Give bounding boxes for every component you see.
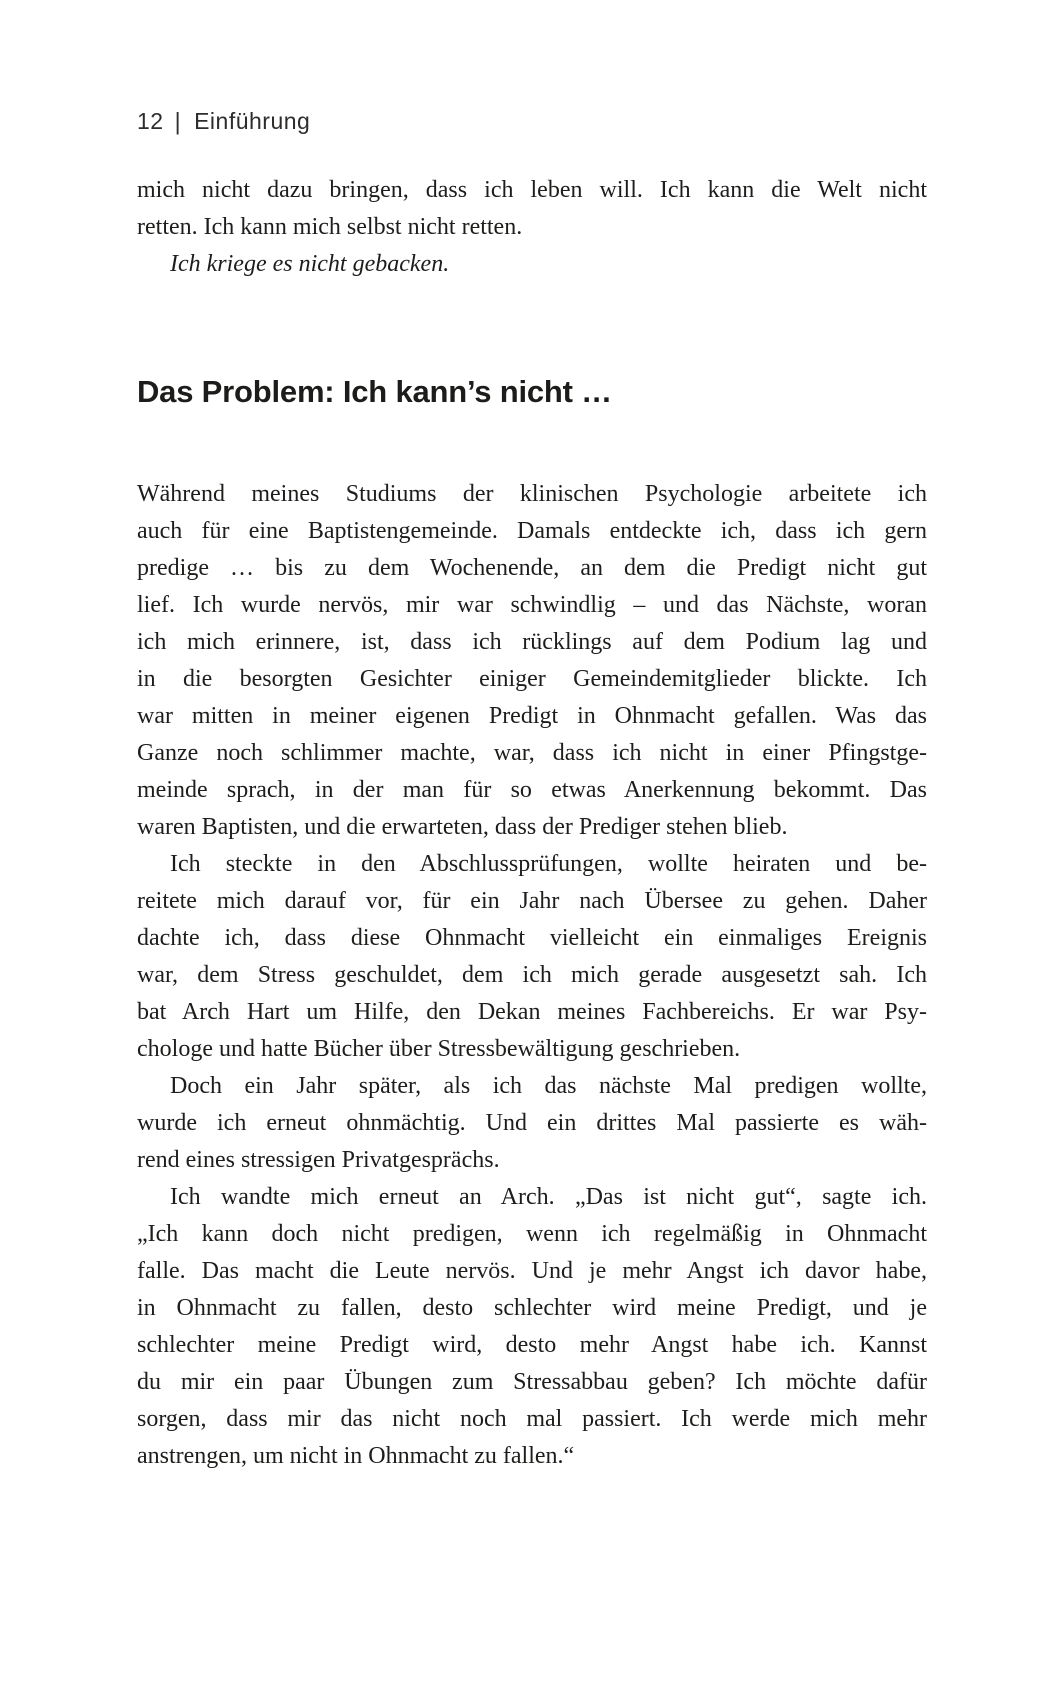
text-line: ich mich erinnere, ist, dass ich rücklings auf dem Podium lag und (137, 629, 927, 655)
text-line: Ich wandte mich erneut an Arch. „Das ist nicht gut“, sagte ich. (170, 1184, 927, 1210)
text-line: reitete mich darauf vor, für ein Jahr nach Übersee zu gehen. Daher (137, 888, 927, 914)
section-heading: Das Problem: Ich kann’s nicht … (137, 374, 612, 409)
paragraph (137, 1068, 927, 1179)
text-line: bat Arch Hart um Hilfe, den Dekan meines Fachbereichs. Er war Psy- (137, 999, 927, 1025)
paragraph (137, 1179, 927, 1475)
text-line: war, dem Stress geschuldet, dem ich mich gerade ausgesetzt sah. Ich (137, 962, 927, 988)
text-line: mich nicht dazu bringen, dass ich leben will. Ich kann die Welt nicht (137, 177, 927, 203)
paragraph (137, 476, 927, 846)
text-line: dachte ich, dass diese Ohnmacht vielleicht ein einmaliges Ereignis (137, 925, 927, 951)
running-header (137, 107, 310, 135)
text-line: waren Baptisten, und die erwarteten, dass der Prediger stehen blieb. (137, 814, 788, 840)
text-line: in die besorgten Gesichter einiger Gemeindemitglieder blickte. Ich (137, 666, 927, 692)
paragraph (137, 846, 927, 1068)
header-separator: | (174, 107, 182, 135)
text-line: falle. Das macht die Leute nervös. Und je mehr Angst ich davor habe, (137, 1258, 927, 1284)
text-line: „Ich kann doch nicht predigen, wenn ich regelmäßig in Ohnmacht (137, 1221, 927, 1247)
text-line: chologe und hatte Bücher über Stressbewältigung geschrieben. (137, 1036, 741, 1062)
text-line: meinde sprach, in der man für so etwas Anerkennung bekommt. Das (137, 777, 927, 803)
text-line: war mitten in meiner eigenen Predigt in Ohnmacht gefallen. Was das (137, 703, 927, 729)
chapter-title: Einführung (194, 108, 311, 134)
text-line: predige … bis zu dem Wochenende, an dem die Predigt nicht gut (137, 555, 927, 581)
text-line: auch für eine Baptistengemeinde. Damals entdeckte ich, dass ich gern (137, 518, 927, 544)
paragraph (137, 246, 927, 283)
paragraph (137, 172, 927, 246)
text-line: Während meines Studiums der klinischen Psychologie arbeitete ich (137, 481, 927, 507)
text-line: retten. Ich kann mich selbst nicht retten. (137, 214, 523, 240)
text-line: Ganze noch schlimmer machte, war, dass ich nicht in einer Pfingstge- (137, 740, 927, 766)
intro-text-block (137, 172, 927, 283)
section-text-block (137, 476, 927, 1475)
text-line: du mir ein paar Übungen zum Stressabbau geben? Ich möchte dafür (137, 1369, 927, 1395)
text-line: sorgen, dass mir das nicht noch mal passiert. Ich werde mich mehr (137, 1406, 927, 1432)
text-line: rend eines stressigen Privatgesprächs. (137, 1147, 500, 1173)
text-line: in Ohnmacht zu fallen, desto schlechter wird meine Predigt, und je (137, 1295, 927, 1321)
text-line: Ich steckte in den Abschlussprüfungen, wollte heiraten und be- (170, 851, 927, 877)
text-line: Ich kriege es nicht gebacken. (170, 251, 450, 277)
text-line: wurde ich erneut ohnmächtig. Und ein drittes Mal passierte es wäh- (137, 1110, 927, 1136)
text-line: anstrengen, um nicht in Ohnmacht zu fallen.“ (137, 1443, 575, 1469)
page-number: 12 (137, 108, 164, 134)
text-line: Doch ein Jahr später, als ich das nächste Mal predigen wollte, (170, 1073, 927, 1099)
text-line: lief. Ich wurde nervös, mir war schwindlig – und das Nächste, woran (137, 592, 927, 618)
text-line: schlechter meine Predigt wird, desto mehr Angst habe ich. Kannst (137, 1332, 927, 1358)
